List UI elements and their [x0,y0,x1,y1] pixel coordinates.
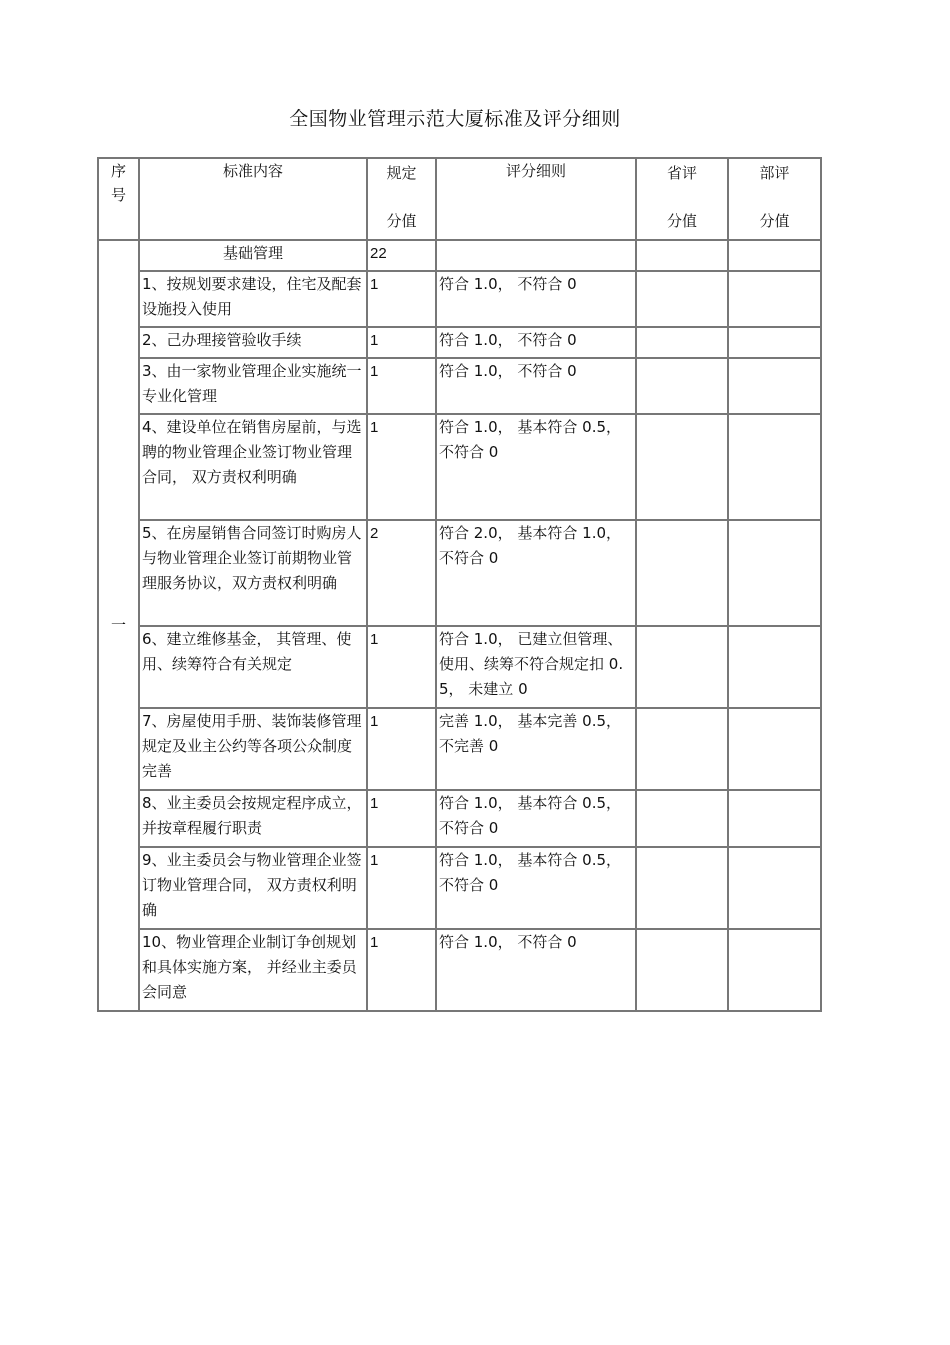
table-row [98,414,821,520]
table-row [98,271,821,327]
header-content: 标准内容 [139,158,367,240]
row-provincial [636,520,728,626]
row-content: 7、房屋使用手册、装饰装修管理规定及业主公约等各项公众制度完善 [139,708,367,790]
row-provincial [636,708,728,790]
row-score: 1 [367,708,436,790]
row-provincial [636,847,728,929]
table-row [98,327,821,358]
row-rule: 符合 2.0， 基本符合 1.0， 不符合 0 [436,520,636,626]
header-provincial-line-1: 省评 [666,164,697,182]
row-content: 3、由一家物业管理企业实施统一专业化管理 [139,358,367,414]
row-ministry [728,626,821,708]
section-rule [436,240,636,271]
header-rules: 评分细则 [436,158,636,240]
row-content: 1、按规划要求建设，住宅及配套设施投入使用 [139,271,367,327]
section-title: 基础管理 [139,240,367,271]
table-row [98,358,821,414]
row-ministry [728,358,821,414]
header-ministry-line-1: 部评 [759,164,790,182]
row-score: 1 [367,271,436,327]
row-rule: 符合 1.0， 不符合 0 [436,327,636,358]
header-seq-line-1: 序 [110,162,126,180]
document-title: 全国物业管理示范大厦标准及评分细则 [289,108,621,130]
header-seq-line-2: 号 [110,186,126,204]
row-ministry [728,929,821,1011]
table-row [98,790,821,847]
table-row [98,929,821,1011]
row-provincial [636,929,728,1011]
row-score: 1 [367,847,436,929]
row-provincial [636,414,728,520]
row-ministry [728,520,821,626]
scoring-table [97,157,822,1012]
row-provincial [636,271,728,327]
row-rule: 符合 1.0， 不符合 0 [436,358,636,414]
row-provincial [636,626,728,708]
row-content: 2、己办理接管验收手续 [139,327,367,358]
row-score: 1 [367,929,436,1011]
row-rule: 符合 1.0， 基本符合 0.5， 不符合 0 [436,847,636,929]
row-ministry [728,790,821,847]
row-ministry [728,847,821,929]
row-ministry [728,414,821,520]
row-rule: 符合 1.0， 已建立但管理、使用、续筹不符合规定扣 0.5， 未建立 0 [436,626,636,708]
header-seq [98,158,139,240]
header-ministry [728,158,821,240]
row-score: 1 [367,414,436,520]
header-score-line-1: 规定 [386,164,417,182]
row-score: 1 [367,358,436,414]
section-ministry [728,240,821,271]
header-score-line-2: 分值 [386,212,417,230]
row-rule: 符合 1.0， 基本符合 0.5， 不符合 0 [436,790,636,847]
row-ministry [728,708,821,790]
table-row [98,520,821,626]
row-provincial [636,327,728,358]
row-score: 2 [367,520,436,626]
header-provincial-line-2: 分值 [666,212,697,230]
row-score: 1 [367,327,436,358]
table-header-row [98,158,821,240]
row-content: 8、业主委员会按规定程序成立，并按章程履行职责 [139,790,367,847]
row-content: 9、业主委员会与物业管理企业签订物业管理合同， 双方责权利明确 [139,847,367,929]
row-content: 6、建立维修基金， 其管理、使用、续筹符合有关规定 [139,626,367,708]
row-content: 10、物业管理企业制订争创规划和具体实施方案， 并经业主委员会同意 [139,929,367,1011]
row-content: 4、建设单位在销售房屋前，与选聘的物业管理企业签订物业管理合同， 双方责权利明确 [139,414,367,520]
row-ministry [728,327,821,358]
table-row [98,626,821,708]
section-score: 22 [367,240,436,271]
row-rule: 符合 1.0， 基本符合 0.5， 不符合 0 [436,414,636,520]
row-score: 1 [367,626,436,708]
section-provincial [636,240,728,271]
row-content: 5、在房屋销售合同签订时购房人与物业管理企业签订前期物业管理服务协议，双方责权利明确 [139,520,367,626]
header-provincial [636,158,728,240]
section-row [98,240,821,271]
row-rule: 符合 1.0， 不符合 0 [436,929,636,1011]
section-seq: 一 [98,240,139,1011]
row-score: 1 [367,790,436,847]
header-score [367,158,436,240]
table-row [98,708,821,790]
row-rule: 完善 1.0， 基本完善 0.5， 不完善 0 [436,708,636,790]
row-rule: 符合 1.0， 不符合 0 [436,271,636,327]
table-row [98,847,821,929]
row-ministry [728,271,821,327]
row-provincial [636,790,728,847]
row-provincial [636,358,728,414]
header-ministry-line-2: 分值 [759,212,790,230]
